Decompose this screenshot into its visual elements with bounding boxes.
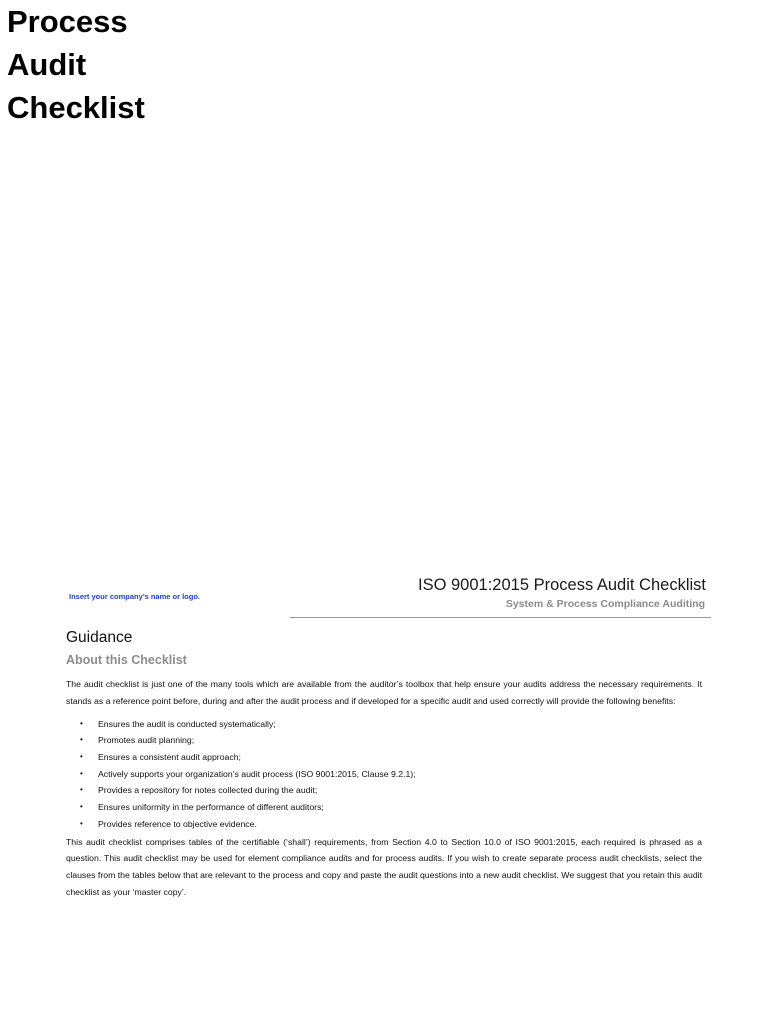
intro-paragraph: The audit checklist is just one of the many tools which are available from the auditor’s toolbox that help ensure your audits address the necessary requirements. It stands as a reference point before, during and after the audit process and if developed for a specific audit and used correctly will provide the following benefits:	[66, 679, 702, 706]
list-item	[66, 749, 702, 766]
bullet-icon: •	[80, 768, 83, 778]
benefit-text: Promotes audit planning;	[98, 735, 195, 746]
bullet-icon: •	[80, 735, 83, 745]
bullet-icon: •	[80, 785, 83, 795]
benefits-list	[66, 716, 702, 833]
header-title: ISO 9001:2015 Process Audit Checklist	[418, 576, 706, 594]
title-line: Process	[7, 4, 128, 39]
list-item	[66, 716, 702, 733]
benefit-text: Provides reference to objective evidence.	[98, 818, 257, 829]
bullet-icon: •	[80, 818, 83, 828]
company-logo-placeholder: Insert your company’s name or logo.	[69, 592, 201, 601]
benefit-text: Provides a repository for notes collected during the audit;	[98, 785, 318, 796]
closing-paragraph: This audit checklist comprises tables of the certifiable (‘shall’) requirements, from Section 4.0 to Section 10.0 of ISO 9001:2015, each required is phrased as a question. This audit checklist may be used for element compliance audits and for process audits. If you wish to create separate process audit checklists, select the clauses from the tables below that are relevant to the process and copy and paste the audit questions into a new audit checklist. We suggest that you retain this audit checklist as your ‘master copy’.	[66, 836, 702, 897]
guidance-section	[66, 628, 702, 901]
about-checklist-heading: About this Checklist	[66, 653, 187, 667]
bullet-icon: •	[80, 802, 83, 812]
title-line: Audit	[7, 47, 87, 82]
guidance-heading: Guidance	[66, 629, 133, 646]
title-line: Checklist	[7, 90, 145, 125]
benefit-text: Ensures the audit is conducted systematically;	[98, 718, 276, 729]
header-subtitle: System & Process Compliance Auditing	[505, 598, 705, 610]
bullet-icon: •	[80, 752, 83, 761]
list-item	[66, 782, 702, 799]
benefit-text: Actively supports your organization’s audit process (ISO 9001:2015, Clause 9.2.1);	[98, 768, 416, 779]
benefit-text: Ensures uniformity in the performance of different auditors;	[98, 802, 324, 813]
list-item	[66, 732, 702, 749]
list-item	[66, 799, 702, 816]
header-divider	[290, 617, 711, 618]
benefit-text: Ensures a consistent audit approach;	[98, 752, 241, 762]
bullet-icon: •	[80, 718, 83, 728]
list-item	[66, 766, 702, 783]
document-title	[7, 0, 145, 129]
list-item	[66, 816, 702, 833]
